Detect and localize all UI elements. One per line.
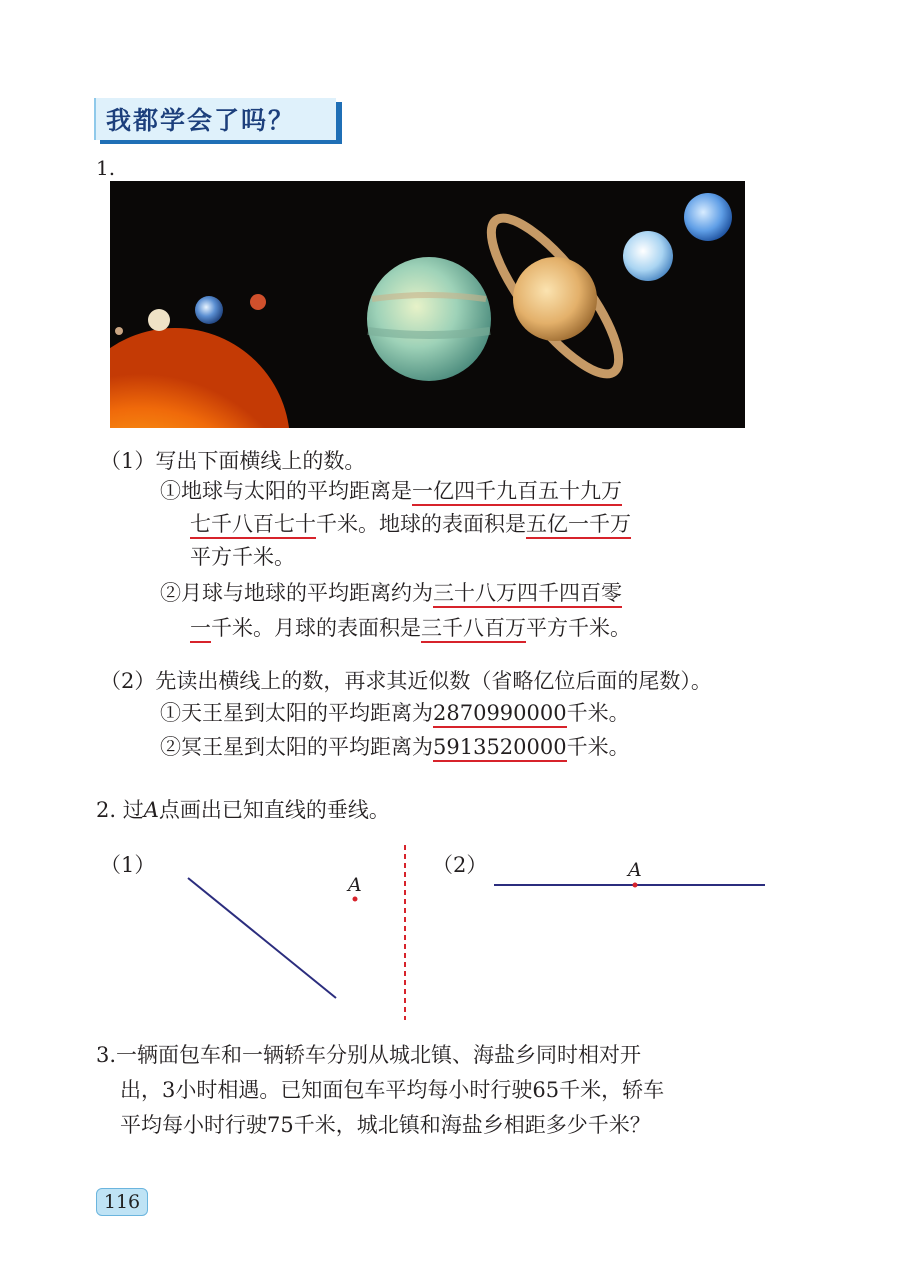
text: 千米。 — [566, 701, 630, 725]
text: ②月球与地球的平均距离约为 — [160, 581, 433, 605]
underlined-number: 七千八百七十 — [190, 512, 316, 539]
q1-sub2-text: 先读出横线上的数，再求其近似数（省略亿位后面的尾数）。 — [155, 669, 712, 693]
text: 过 — [122, 798, 144, 822]
page-number: 116 — [96, 1188, 148, 1216]
q1-sub2-label: （2） — [100, 669, 156, 693]
q2-number: 2. — [96, 798, 117, 822]
q3-line3: 平均每小时行驶75千米，城北镇和海盐乡相距多少千米？ — [120, 1113, 651, 1137]
q3-line1 — [96, 1040, 641, 1070]
q1-sub1-item1-line3: 平方千米。 — [190, 545, 295, 569]
q1-sub1-label: （1） — [100, 449, 156, 473]
text: ①天王星到太阳的平均距离为 — [160, 701, 433, 725]
underlined-number: 三十八万四千四百零 — [433, 581, 622, 608]
text: 千米。 — [566, 735, 630, 759]
underlined-number: 一 — [190, 616, 211, 643]
fig1-point-label: A — [348, 874, 362, 896]
text: 平方千米。 — [526, 616, 631, 640]
q1-sub1-text: 写出下面横线上的数。 — [155, 449, 366, 473]
q3-line2: 出，3小时相遇。已知面包车平均每小时行驶65千米，轿车 — [120, 1078, 665, 1102]
section-heading: 我都学会了吗？ — [106, 106, 296, 135]
q2-fig2-label: （2） — [432, 853, 488, 877]
text: ①地球与太阳的平均距离是 — [160, 479, 412, 503]
underlined-number: 五亿一千万 — [526, 512, 631, 539]
text: 一辆面包车和一辆轿车分别从城北镇、海盐乡同时相对开 — [116, 1043, 642, 1067]
text: 千米。地球的表面积是 — [316, 512, 526, 536]
underlined-number: 5913520000 — [433, 735, 567, 762]
q2-fig1-label: （1） — [100, 853, 156, 877]
text: ②冥王星到太阳的平均距离为 — [160, 735, 433, 759]
underlined-number: 2870990000 — [433, 701, 567, 728]
q1-number: 1. — [96, 156, 116, 180]
fig1-point-a — [353, 897, 358, 902]
fig1-given-line — [188, 878, 336, 998]
underlined-number: 三千八百万 — [421, 616, 526, 643]
text: 千米。月球的表面积是 — [211, 616, 421, 640]
point-variable: A — [143, 798, 159, 822]
underlined-number: 一亿四千九百五十九万 — [412, 479, 622, 506]
text: 点画出已知直线的垂线。 — [158, 798, 390, 822]
fig2-point-label: A — [628, 859, 642, 881]
q3-number: 3. — [96, 1043, 117, 1067]
fig2-point-a — [633, 883, 638, 888]
